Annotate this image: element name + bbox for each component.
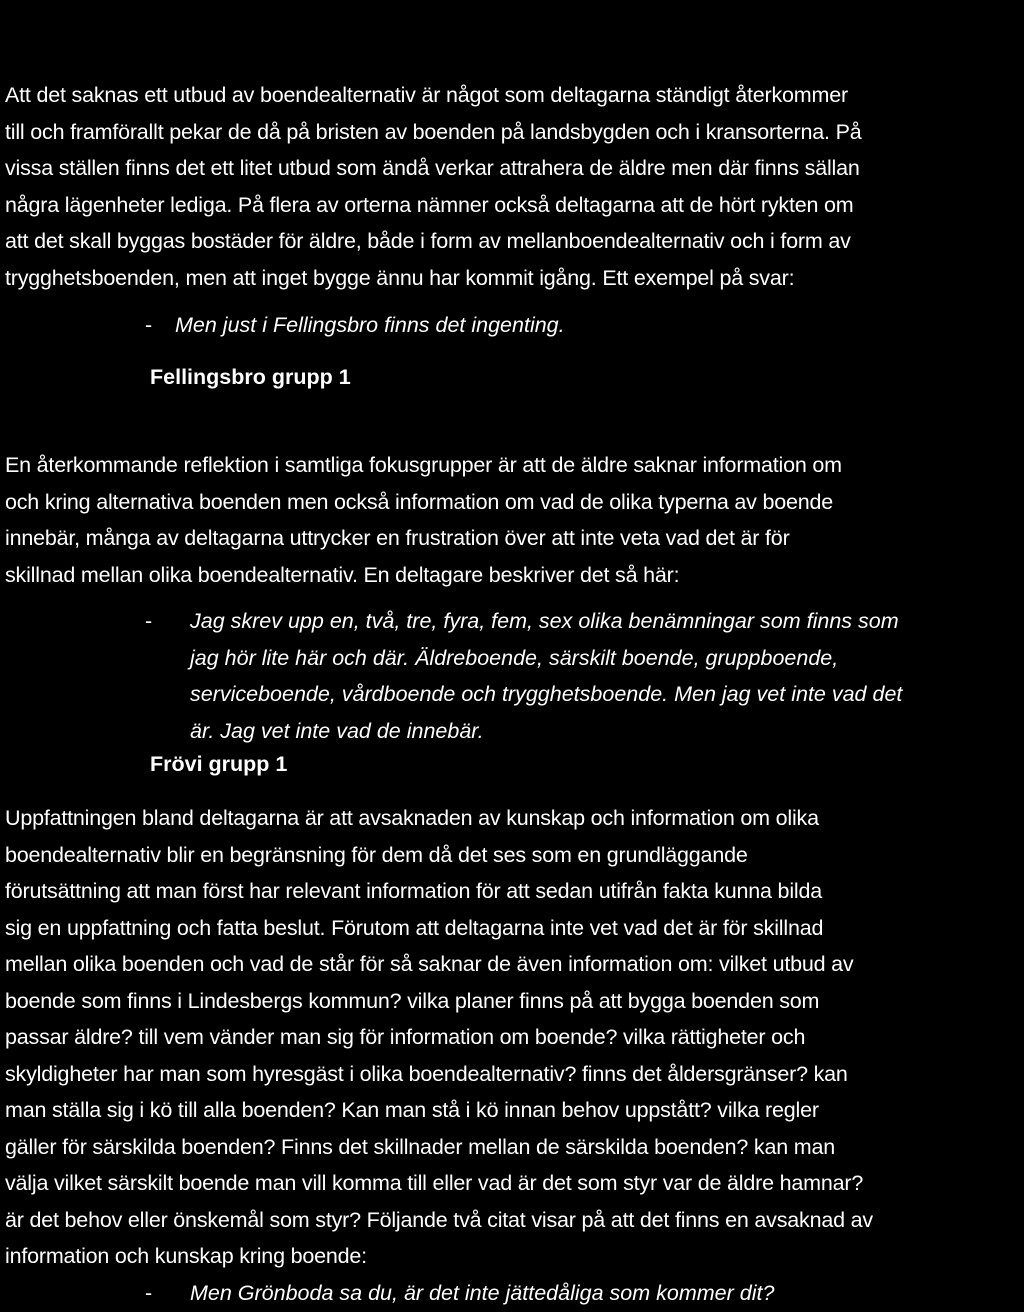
quote-text xyxy=(175,307,565,344)
paragraph-line: några lägenheter lediga. På flera av orterna nämner också deltagarna att de hört rykten om xyxy=(5,192,854,217)
paragraph-line: information och kunskap kring boende: xyxy=(5,1244,367,1268)
quote-text xyxy=(190,603,902,749)
paragraph-line: Uppfattningen bland deltagarna är att avsaknaden av kunskap och information om olika xyxy=(5,806,819,830)
quote-line: är. Jag vet inte vad de innebär. xyxy=(190,718,484,743)
paragraph-line: välja vilket särskilt boende man vill komma till eller vad är det som styr var de äldre hamnar? xyxy=(5,1171,864,1195)
paragraph-line: mellan olika boenden och vad de står för så saknar de även information om: vilket utbud av xyxy=(5,952,854,976)
paragraph-line: är det behov eller önskemål som styr? Följande två citat visar på att det finns en avsaknad av xyxy=(5,1207,873,1232)
paragraph-line: trygghetsboenden, men att inget bygge ännu har kommit igång. Ett exempel på svar: xyxy=(5,265,795,290)
quote-1-source: Fellingsbro grupp 1 xyxy=(150,365,351,389)
paragraph-line: passar äldre? till vem vänder man sig för information om boende? vilka rättigheter och xyxy=(5,1025,806,1049)
quote-2 xyxy=(145,603,1005,753)
paragraph-3 xyxy=(5,800,1021,1275)
paragraph-line: innebär, många av deltagarna uttrycker en frustration över att inte veta vad det är för xyxy=(5,526,790,550)
quote-line: jag hör lite här och där. Äldreboende, särskilt boende, gruppboende, xyxy=(190,645,839,670)
paragraph-line: vissa ställen finns det ett litet utbud som ändå verkar attrahera de äldre men där finns sällan xyxy=(5,156,860,180)
quote-text xyxy=(190,1275,774,1312)
quote-dash: - xyxy=(145,1281,153,1305)
paragraph-line: att det skall byggas bostäder för äldre, både i form av mellanboendealternativ och i form av xyxy=(5,229,851,253)
paragraph-line: skillnad mellan olika boendealternativ. En deltagare beskriver det så här: xyxy=(5,562,680,587)
paragraph-line: boende som finns i Lindesbergs kommun? vilka planer finns på att bygga boenden som xyxy=(5,988,820,1013)
paragraph-line: gäller för särskilda boenden? Finns det skillnader mellan de särskilda boenden? kan man xyxy=(5,1134,835,1159)
quote-line: serviceboende, vårdboende och trygghetsboende. Men jag vet inte vad det xyxy=(190,682,903,706)
quote-2-source: Frövi grupp 1 xyxy=(150,752,288,776)
paragraph-line: och kring alternativa boenden men också information om vad de olika typerna av boende xyxy=(5,489,833,514)
paragraph-line: Att det saknas ett utbud av boendealternativ är något som deltagarna ständigt återkommer xyxy=(5,83,848,107)
quote-line: Jag skrev upp en, två, tre, fyra, fem, sex olika benämningar som finns som xyxy=(190,609,899,633)
quote-line: Men just i Fellingsbro finns det ingenting. xyxy=(175,313,565,337)
paragraph-line: boendealternativ blir en begränsning för dem då det ses som en grundläggande xyxy=(5,842,748,867)
paragraph-line: man ställa sig i kö till alla boenden? Kan man stå i kö innan behov uppstått? vilka regler xyxy=(5,1098,819,1122)
paragraph-line: sig en uppfattning och fatta beslut. Förutom att deltagarna inte vet vad det är för skillnad xyxy=(5,915,824,940)
quote-dash: - xyxy=(145,609,153,633)
paragraph-line: förutsättning att man först har relevant information för att sedan utifrån fakta kunna bilda xyxy=(5,879,822,903)
paragraph-line: till och framförallt pekar de då på bristen av boenden på landsbygden och i kransorterna. På xyxy=(5,119,862,144)
quote-line: Men Grönboda sa du, är det inte jättedåliga som kommer dit? xyxy=(190,1281,775,1305)
paragraph-line: skyldigheter har man som hyresgäst i olika boendealternativ? finns det åldersgränser? kan xyxy=(5,1061,848,1086)
quote-dash: - xyxy=(145,313,153,337)
paragraph-2 xyxy=(5,447,1021,593)
paragraph-1 xyxy=(5,77,1021,296)
paragraph-line: En återkommande reflektion i samtliga fokusgrupper är att de äldre saknar information om xyxy=(5,453,842,477)
